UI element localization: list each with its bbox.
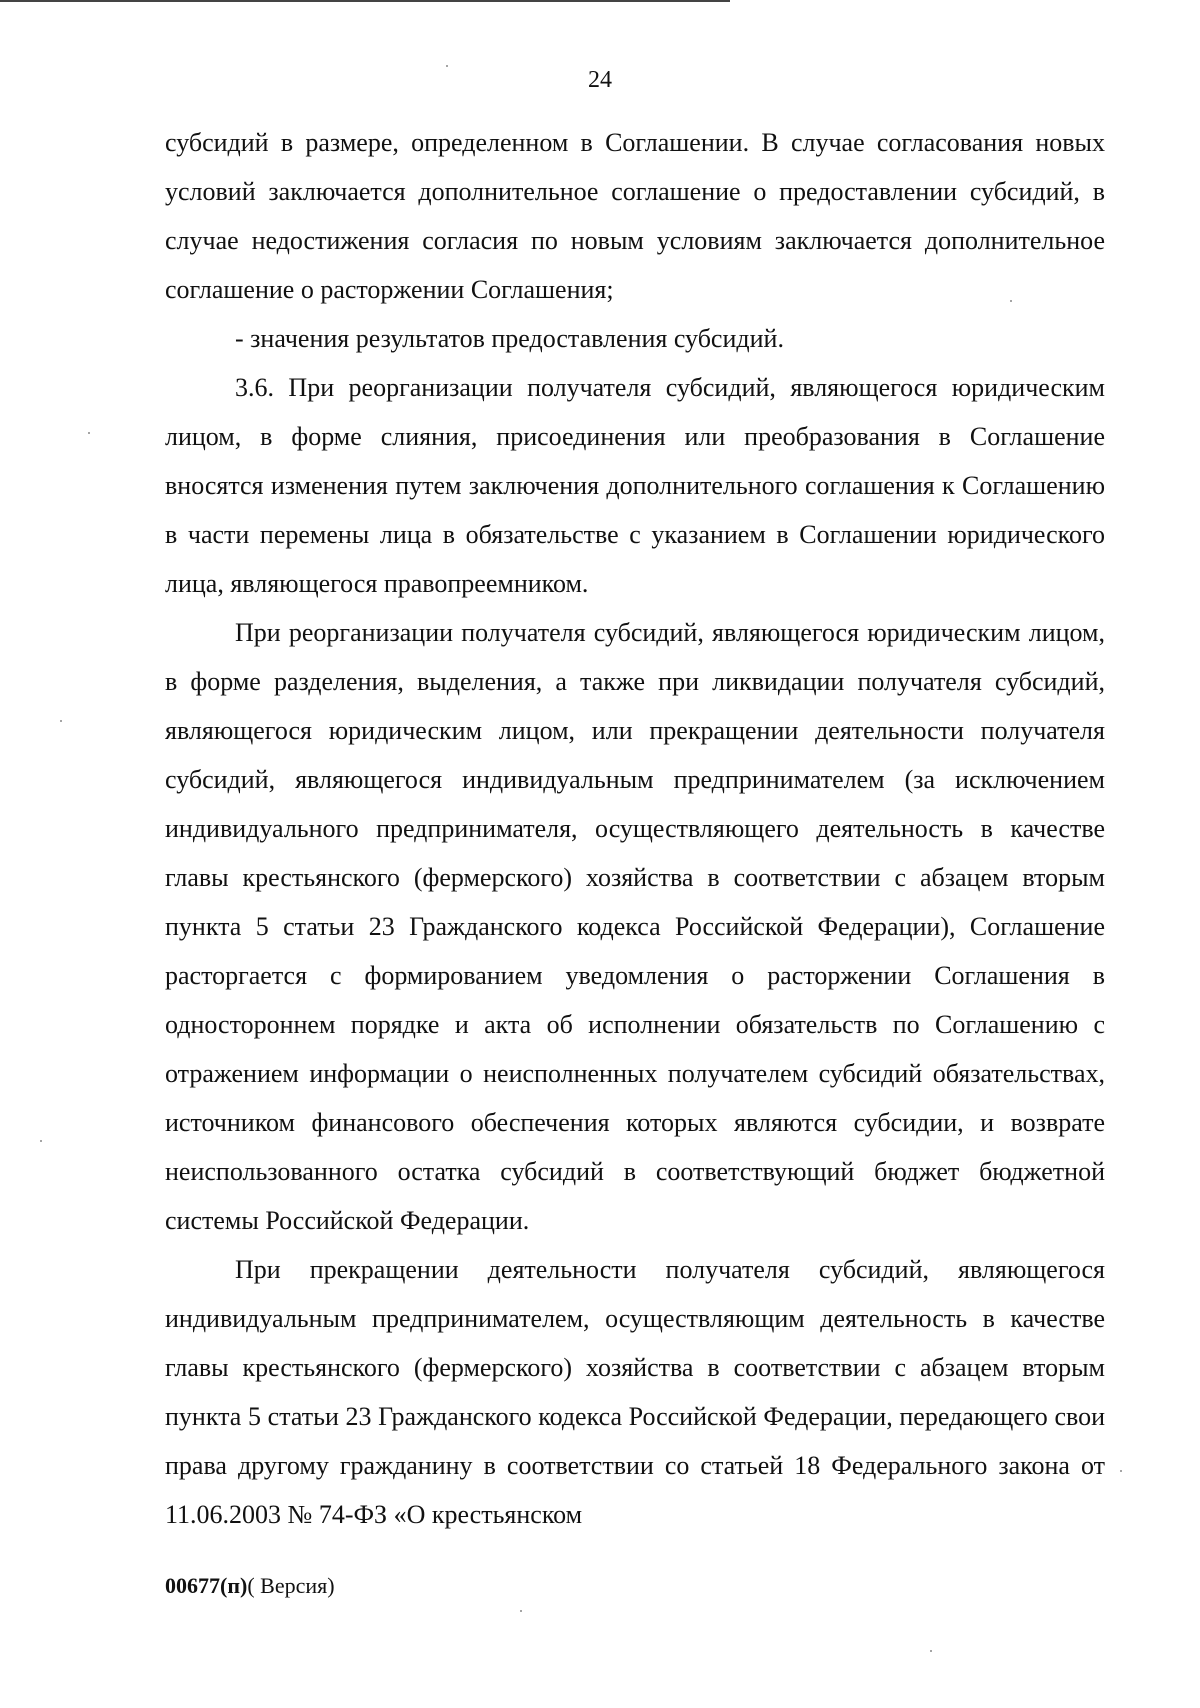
top-rule <box>0 0 730 2</box>
scan-speck <box>1120 1470 1122 1472</box>
scan-speck <box>60 720 62 722</box>
scan-speck <box>1010 300 1012 302</box>
page-number: 24 <box>588 67 612 93</box>
footer-version: ( Версия) <box>247 1573 335 1598</box>
paragraph-termination: При прекращении деятельности получателя субсидий, являющегося индивидуальным предпринимателем, осуществляющим деятельность в качестве главы крестьянского (фермерского) хозяйства в соответствии с абзацем вторым пункта 5 статьи 23 Гражданского кодекса Российской Федерации, передающего свои права другому гражданину в соответствии со статьей 18 Федерального закона от 11.06.2003 № 74-ФЗ «О крестьянском <box>165 1255 1105 1529</box>
paragraph-results-values: - значения результатов предоставления субсидий. <box>235 324 784 353</box>
scan-speck <box>446 65 448 67</box>
document-body <box>165 118 1105 1539</box>
scan-speck <box>930 1650 932 1652</box>
scan-speck <box>520 1610 522 1612</box>
scan-speck <box>88 432 90 434</box>
footer-document-code <box>165 1572 335 1600</box>
footer-code: 00677(п) <box>165 1573 248 1598</box>
paragraph-continuation: субсидий в размере, определенном в Соглашении. В случае согласования новых условий заключается дополнительное соглашение о предоставлении субсидий, в случае недостижения согласия по новым условиям заключается дополнительное соглашение о расторжении Соглашения; <box>165 128 1105 304</box>
paragraph-3-6: 3.6. При реорганизации получателя субсидий, являющегося юридическим лицом, в форме слияния, присоединения или преобразования в Соглашение вносятся изменения путем заключения дополнительного соглашения к Соглашению в части перемены лица в обязательстве с указанием в Соглашении юридического лица, являющегося правопреемником. <box>165 373 1105 598</box>
paragraph-reorganization: При реорганизации получателя субсидий, являющегося юридическим лицом, в форме разделения, выделения, а также при ликвидации получателя субсидий, являющегося юридическим лицом, или прекращении деятельности получателя субсидий, являющегося индивидуальным предпринимателем (за исключением индивидуального предпринимателя, осуществляющего деятельность в качестве главы крестьянского (фермерского) хозяйства в соответствии с абзацем вторым пункта 5 статьи 23 Гражданского кодекса Российской Федерации), Соглашение расторгается с формированием уведомления о расторжении Соглашения в одностороннем порядке и акта об исполнении обязательств по Соглашению с отражением информации о неисполненных получателем субсидий обязательствах, источником финансового обеспечения которых являются субсидии, и возврате неиспользованного остатка субсидий в соответствующий бюджет бюджетной системы Российской Федерации. <box>165 618 1105 1235</box>
scan-speck <box>40 1140 42 1142</box>
